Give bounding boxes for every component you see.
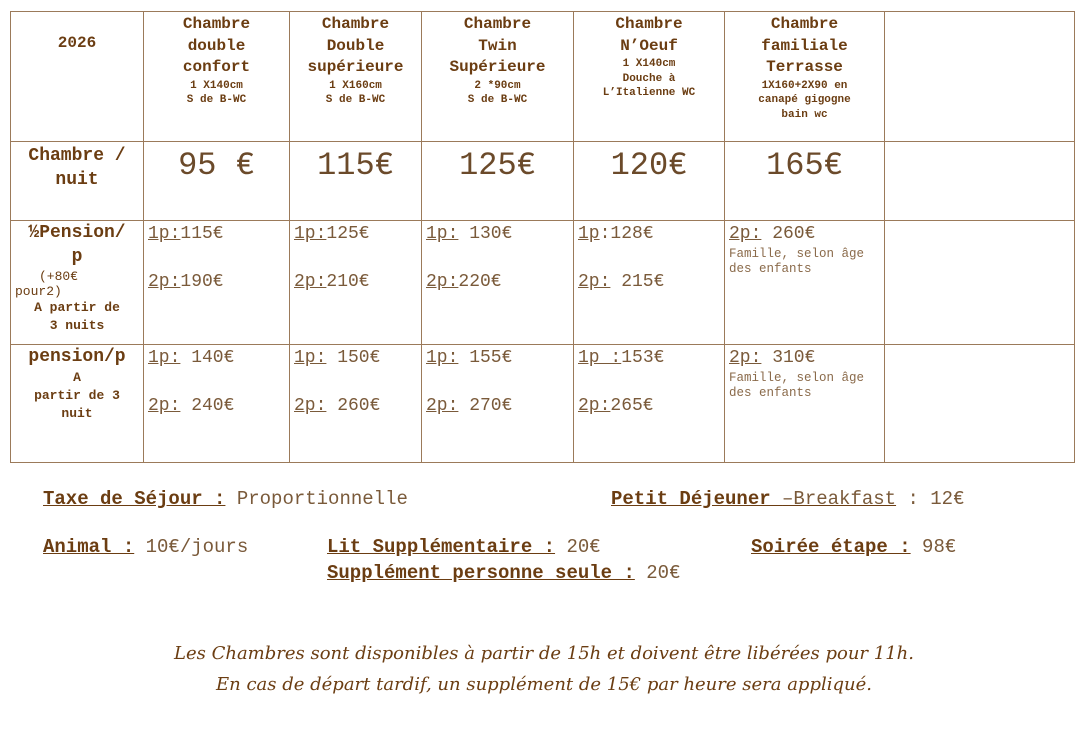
breakfast-label-fr: Petit Déjeuner xyxy=(611,488,783,510)
price-value: 310€ xyxy=(761,348,816,368)
min-stay-note: A partir de 3 nuit xyxy=(34,370,120,421)
person-key: 2p: xyxy=(294,396,327,416)
half-board-label xyxy=(11,221,144,345)
person-key: 1p: xyxy=(426,348,459,368)
half-board-price-cell xyxy=(290,221,422,345)
row-label-text: ½Pension/ p xyxy=(28,223,126,267)
price-line-2p xyxy=(729,347,880,369)
family-note: Famille, selon âge des enfants xyxy=(729,371,865,400)
pet-fee-value: 10€/jours xyxy=(134,536,249,558)
person-key: 2p: xyxy=(729,224,762,244)
price-value: :128€ xyxy=(599,224,654,244)
price-line-2p xyxy=(148,395,285,417)
evening-package-label: Soirée étape : xyxy=(751,536,911,558)
price-value: 260€ xyxy=(326,396,381,416)
price-line-1p xyxy=(148,347,285,369)
price-value: 125€ xyxy=(326,224,370,244)
row-label-text: pension/p xyxy=(28,347,126,367)
price-line-1p xyxy=(426,347,569,369)
person-key: 1p xyxy=(578,224,600,244)
person-key: 2p: xyxy=(294,272,327,292)
price-line-1p xyxy=(426,223,569,245)
room-title: Chambre N’Oeuf xyxy=(615,15,683,55)
price-line-1p xyxy=(578,223,720,245)
full-board-price-cell xyxy=(290,345,422,463)
full-board-price-cell xyxy=(422,345,574,463)
night-price-cell: 120€ xyxy=(574,142,725,221)
price-line-2p xyxy=(148,271,285,293)
evening-package xyxy=(751,536,956,558)
night-row-label xyxy=(11,142,144,221)
price-line-1p xyxy=(578,347,720,369)
room-title: Chambre familiale Terrasse xyxy=(761,15,848,76)
price-line-2p xyxy=(426,395,569,417)
room-header-familiale-terrasse xyxy=(725,12,885,142)
half-board-family-cell xyxy=(725,221,885,345)
breakfast xyxy=(611,488,964,510)
room-title: Chambre double confort xyxy=(182,15,251,76)
price-value: 240€ xyxy=(180,396,235,416)
person-key: 1p: xyxy=(148,348,181,368)
room-header-n-oeuf xyxy=(574,12,725,142)
evening-package-value: 98€ xyxy=(910,536,957,558)
half-board-price-cell xyxy=(144,221,290,345)
half-board-price-cell xyxy=(574,221,725,345)
price-value: 155€ xyxy=(458,348,513,368)
empty-cell xyxy=(885,345,1075,463)
supplement-text: (+80€ pour2) xyxy=(15,269,79,299)
room-header-twin-superieure xyxy=(422,12,574,142)
breakfast-label xyxy=(611,488,896,510)
room-details: 1 X160cm S de B-WC xyxy=(325,79,386,106)
full-board-price-cell xyxy=(144,345,290,463)
person-key: 2p: xyxy=(426,272,459,292)
person-key: 2p: xyxy=(148,396,181,416)
empty-cell xyxy=(885,221,1075,345)
tourist-tax xyxy=(43,488,408,510)
price-line-1p xyxy=(148,223,285,245)
single-supplement-value: 20€ xyxy=(634,562,681,584)
half-board-supplement-note xyxy=(11,269,143,299)
price-line-2p xyxy=(578,271,720,293)
night-price-cell: 95 € xyxy=(144,142,290,221)
tourist-tax-label: Taxe de Séjour : xyxy=(43,488,226,510)
row-label-text: Chambre / nuit xyxy=(28,146,126,190)
full-board-family-cell xyxy=(725,345,885,463)
year-cell: 2026 xyxy=(11,12,144,142)
room-details: 1 X140cm S de B-WC xyxy=(186,79,247,106)
night-price-cell: 115€ xyxy=(290,142,422,221)
price-value: 190€ xyxy=(180,272,224,292)
person-key: 2p: xyxy=(148,272,181,292)
pet-fee xyxy=(43,536,248,558)
price-line-1p xyxy=(294,223,417,245)
breakfast-label-en: –Breakfast xyxy=(782,488,897,510)
person-key: 1p: xyxy=(148,224,181,244)
price-value: 265€ xyxy=(610,396,654,416)
single-supplement xyxy=(327,562,680,584)
room-title: Chambre Twin Supérieure xyxy=(449,15,546,76)
price-value: 260€ xyxy=(761,224,816,244)
price-value: 150€ xyxy=(326,348,381,368)
price-value: 153€ xyxy=(621,348,665,368)
family-note: Famille, selon âge des enfants xyxy=(729,247,865,276)
extra-bed-value: 20€ xyxy=(555,536,601,558)
room-title: Chambre Double supérieure xyxy=(307,15,404,76)
price-line-2p xyxy=(729,223,880,245)
breakfast-value: : 12€ xyxy=(896,488,965,510)
person-key: 2p: xyxy=(729,348,762,368)
price-line-2p xyxy=(294,271,417,293)
person-key: 1p: xyxy=(294,348,327,368)
price-line-2p xyxy=(426,271,569,293)
price-value: 210€ xyxy=(326,272,370,292)
full-board-label xyxy=(11,345,144,463)
half-board-row xyxy=(11,221,1075,345)
person-key: 2p: xyxy=(578,272,611,292)
person-key: 2p: xyxy=(426,396,459,416)
extra-bed xyxy=(327,536,601,558)
room-details: 2 *90cm S de B-WC xyxy=(467,79,528,106)
price-value: 215€ xyxy=(610,272,665,292)
extra-bed-label: Lit Supplémentaire : xyxy=(327,536,556,558)
half-board-price-cell xyxy=(422,221,574,345)
person-key: 1p: xyxy=(426,224,459,244)
checkin-checkout-note: Les Chambres sont disponibles à partir de 15h et doivent être libérées pour 11h. xyxy=(174,643,914,664)
person-key: 1p: xyxy=(294,224,327,244)
price-value: 140€ xyxy=(180,348,235,368)
price-value: 270€ xyxy=(458,396,513,416)
price-value: 115€ xyxy=(180,224,224,244)
price-line-2p xyxy=(578,395,720,417)
night-price-cell: 125€ xyxy=(422,142,574,221)
pet-fee-label: Animal : xyxy=(43,536,135,558)
price-value: 130€ xyxy=(458,224,513,244)
rates-table xyxy=(10,11,1075,463)
empty-cell xyxy=(885,12,1075,142)
person-key: 1p : xyxy=(578,348,622,368)
min-stay-note: A partir de 3 nuits xyxy=(34,300,120,333)
price-value: 220€ xyxy=(458,272,502,292)
single-supplement-label: Supplément personne seule : xyxy=(327,562,635,584)
room-details: 1 X140cm Douche à L’Italienne WC xyxy=(602,58,696,99)
person-key: 2p: xyxy=(578,396,611,416)
tourist-tax-value: Proportionnelle xyxy=(225,488,408,510)
night-price-row xyxy=(11,142,1075,221)
price-line-2p xyxy=(294,395,417,417)
night-price-cell: 165€ xyxy=(725,142,885,221)
checkin-notes xyxy=(0,638,1088,700)
room-details: 1X160+2X90 en canapé gigogne bain wc xyxy=(758,79,851,121)
room-header-double-superieure xyxy=(290,12,422,142)
empty-cell xyxy=(885,142,1075,221)
header-row xyxy=(11,12,1075,142)
full-board-price-cell xyxy=(574,345,725,463)
price-line-1p xyxy=(294,347,417,369)
room-header-double-confort xyxy=(144,12,290,142)
full-board-row xyxy=(11,345,1075,463)
late-departure-note: En cas de départ tardif, un supplément de 15€ par heure sera appliqué. xyxy=(216,674,872,695)
